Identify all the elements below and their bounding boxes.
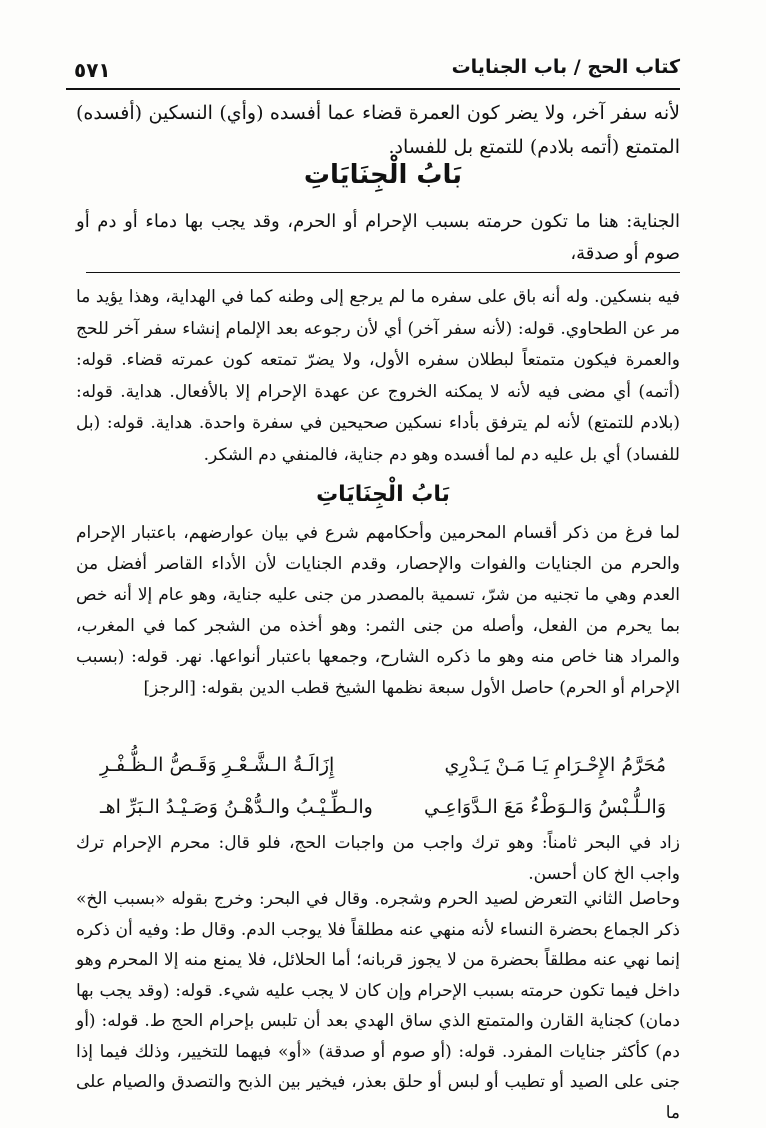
- definition-paragraph: الجناية: هنا ما تكون حرمته بسبب الإحرام أو الحرم، وقد يجب بها دماء أو دم أو صوم أو صدقة،: [76, 211, 680, 264]
- commentary-paragraph-2: لما فرغ من ذكر أقسام المحرمين وأحكامهم شرع في بيان عوارضهم، باعتبار الإحرام والحرم من الجنايات والفوات والإحصار، وقدم الجنايات لأن الأداء القاصر أفضل من العدم وهي ما تجنيه من شرّ، تسمية بالمصدر من جنى عليه جناية، وهو عام إلا أنه خص بما يحرم من الفعل، وأصله من جنى الثمر: وهو أخذه من الشجر كما في المغرب، والمراد هنا خاص منه وهو ما ذكره الشارح، وجمعها باعتبار أنواعها. نهر. قوله: (بسبب الإحرام أو الحرم) حاصل الأول سبعة نظمها الشيخ قطب الدين بقوله: [الرجز]: [76, 523, 680, 698]
- poem-line-1: [100, 744, 666, 786]
- commentary-paragraph-1: فيه بنسكين. وله أنه باق على سفره ما لم يرجع إلى وطنه كما في الهداية، وهذا يؤيد ما مر عن الطحاوي. قوله: (لأنه سفر آخر) أي لأن رجوعه بعد الإلمام إنشاء سفر آخر للحج والعمرة فيكون متمتعاً لبطلان سفره الأول، ولا يضرّ تمتعه كون عمرته قضاء. قوله: (أتمه) أي مضى فيه لأنه لا يمكنه الخروج عن عهدة الإحرام إلا بالأفعال. هداية. قوله: (بلادم للتمتع) لأنه لم يترفق بأداء نسكين صحيحين في سفرة واحدة. هداية. قوله: (بل للفساد) أي بل عليه دم لما أفسده وهو دم جناية، فالمنفي دم الشكر.: [76, 287, 680, 465]
- page-header: [66, 48, 680, 90]
- poem-hemistich: وَالـلُّـبْسُ وَالـوَطْءُ مَعَ الـدَّوَاعِـي: [424, 796, 666, 818]
- commentary-paragraph-3: زاد في البحر ثامناً: وهو ترك واجب من واجبات الحج، فلو قال: محرم الإحرام ترك واجب الخ كان أحسن.: [76, 833, 680, 884]
- text-commentary-divider: [86, 272, 680, 273]
- poem-hemistich: والـطِّـيْـبُ والـدُّهْـنُ وَصَـيْـدُ الـبَرِّ اهـ: [100, 796, 373, 818]
- chapter-title: بَابُ الْجِنَايَاتِ: [303, 160, 463, 190]
- main-text-intro: لأنه سفر آخر، ولا يضر كون العمرة قضاء عما أفسده (وأي) النسكين (أفسده) المتمتع (أتمه بلادم) للتمتع بل للفساد.: [76, 102, 680, 158]
- running-title: كتاب الحج / باب الجنايات: [451, 56, 680, 78]
- commentary-paragraph-4: وحاصل الثاني التعرض لصيد الحرم وشجره. وقال في البحر: وخرج بقوله «بسبب الخ» ذكر الجماع بحضرة النساء لأنه منهي عنه مطلقاً فلا يوجب الدم. وقال ط: وفيه أن ذكره إنما نهي عنه مطلقاً بحضرة من لا يجوز قربانه؛ أما الحلائل، فلا يمنع منه إلا المحرم وهو داخل فيما تكون حرمته بسبب الإحرام وإن كان لا يجب عليه شيء. قوله: (وقد يجب بها دمان) كجناية القارن والمتمتع الذي ساق الهدي بعد أن تلبس بإحرام الحج ط. قوله: (أو دم) كأكثر جنايات المفرد. قوله: (أو صوم أو صدقة) «أو» فيهما للتخيير، وذلك فيما إذا جنى على الصيد أو تطيب أو لبس أو حلق بعذر، فيخير بين الذبح والتصدق والصيام على ما: [76, 889, 680, 1123]
- poem-line-2: [100, 786, 666, 828]
- poem-hemistich: إِزَالَـةُ الـشَّـعْـرِ وَقَـصُّ الـظُّـفْـرِ: [100, 754, 335, 776]
- poem-hemistich: مُحَرَّمُ الإِحْـرَامِ يَـا مَـنْ يَـدْرِي: [444, 754, 666, 776]
- commentary-chapter-title: بَابُ الْجِنَايَاتِ: [316, 482, 450, 507]
- page-number: ٥٧١: [74, 58, 111, 82]
